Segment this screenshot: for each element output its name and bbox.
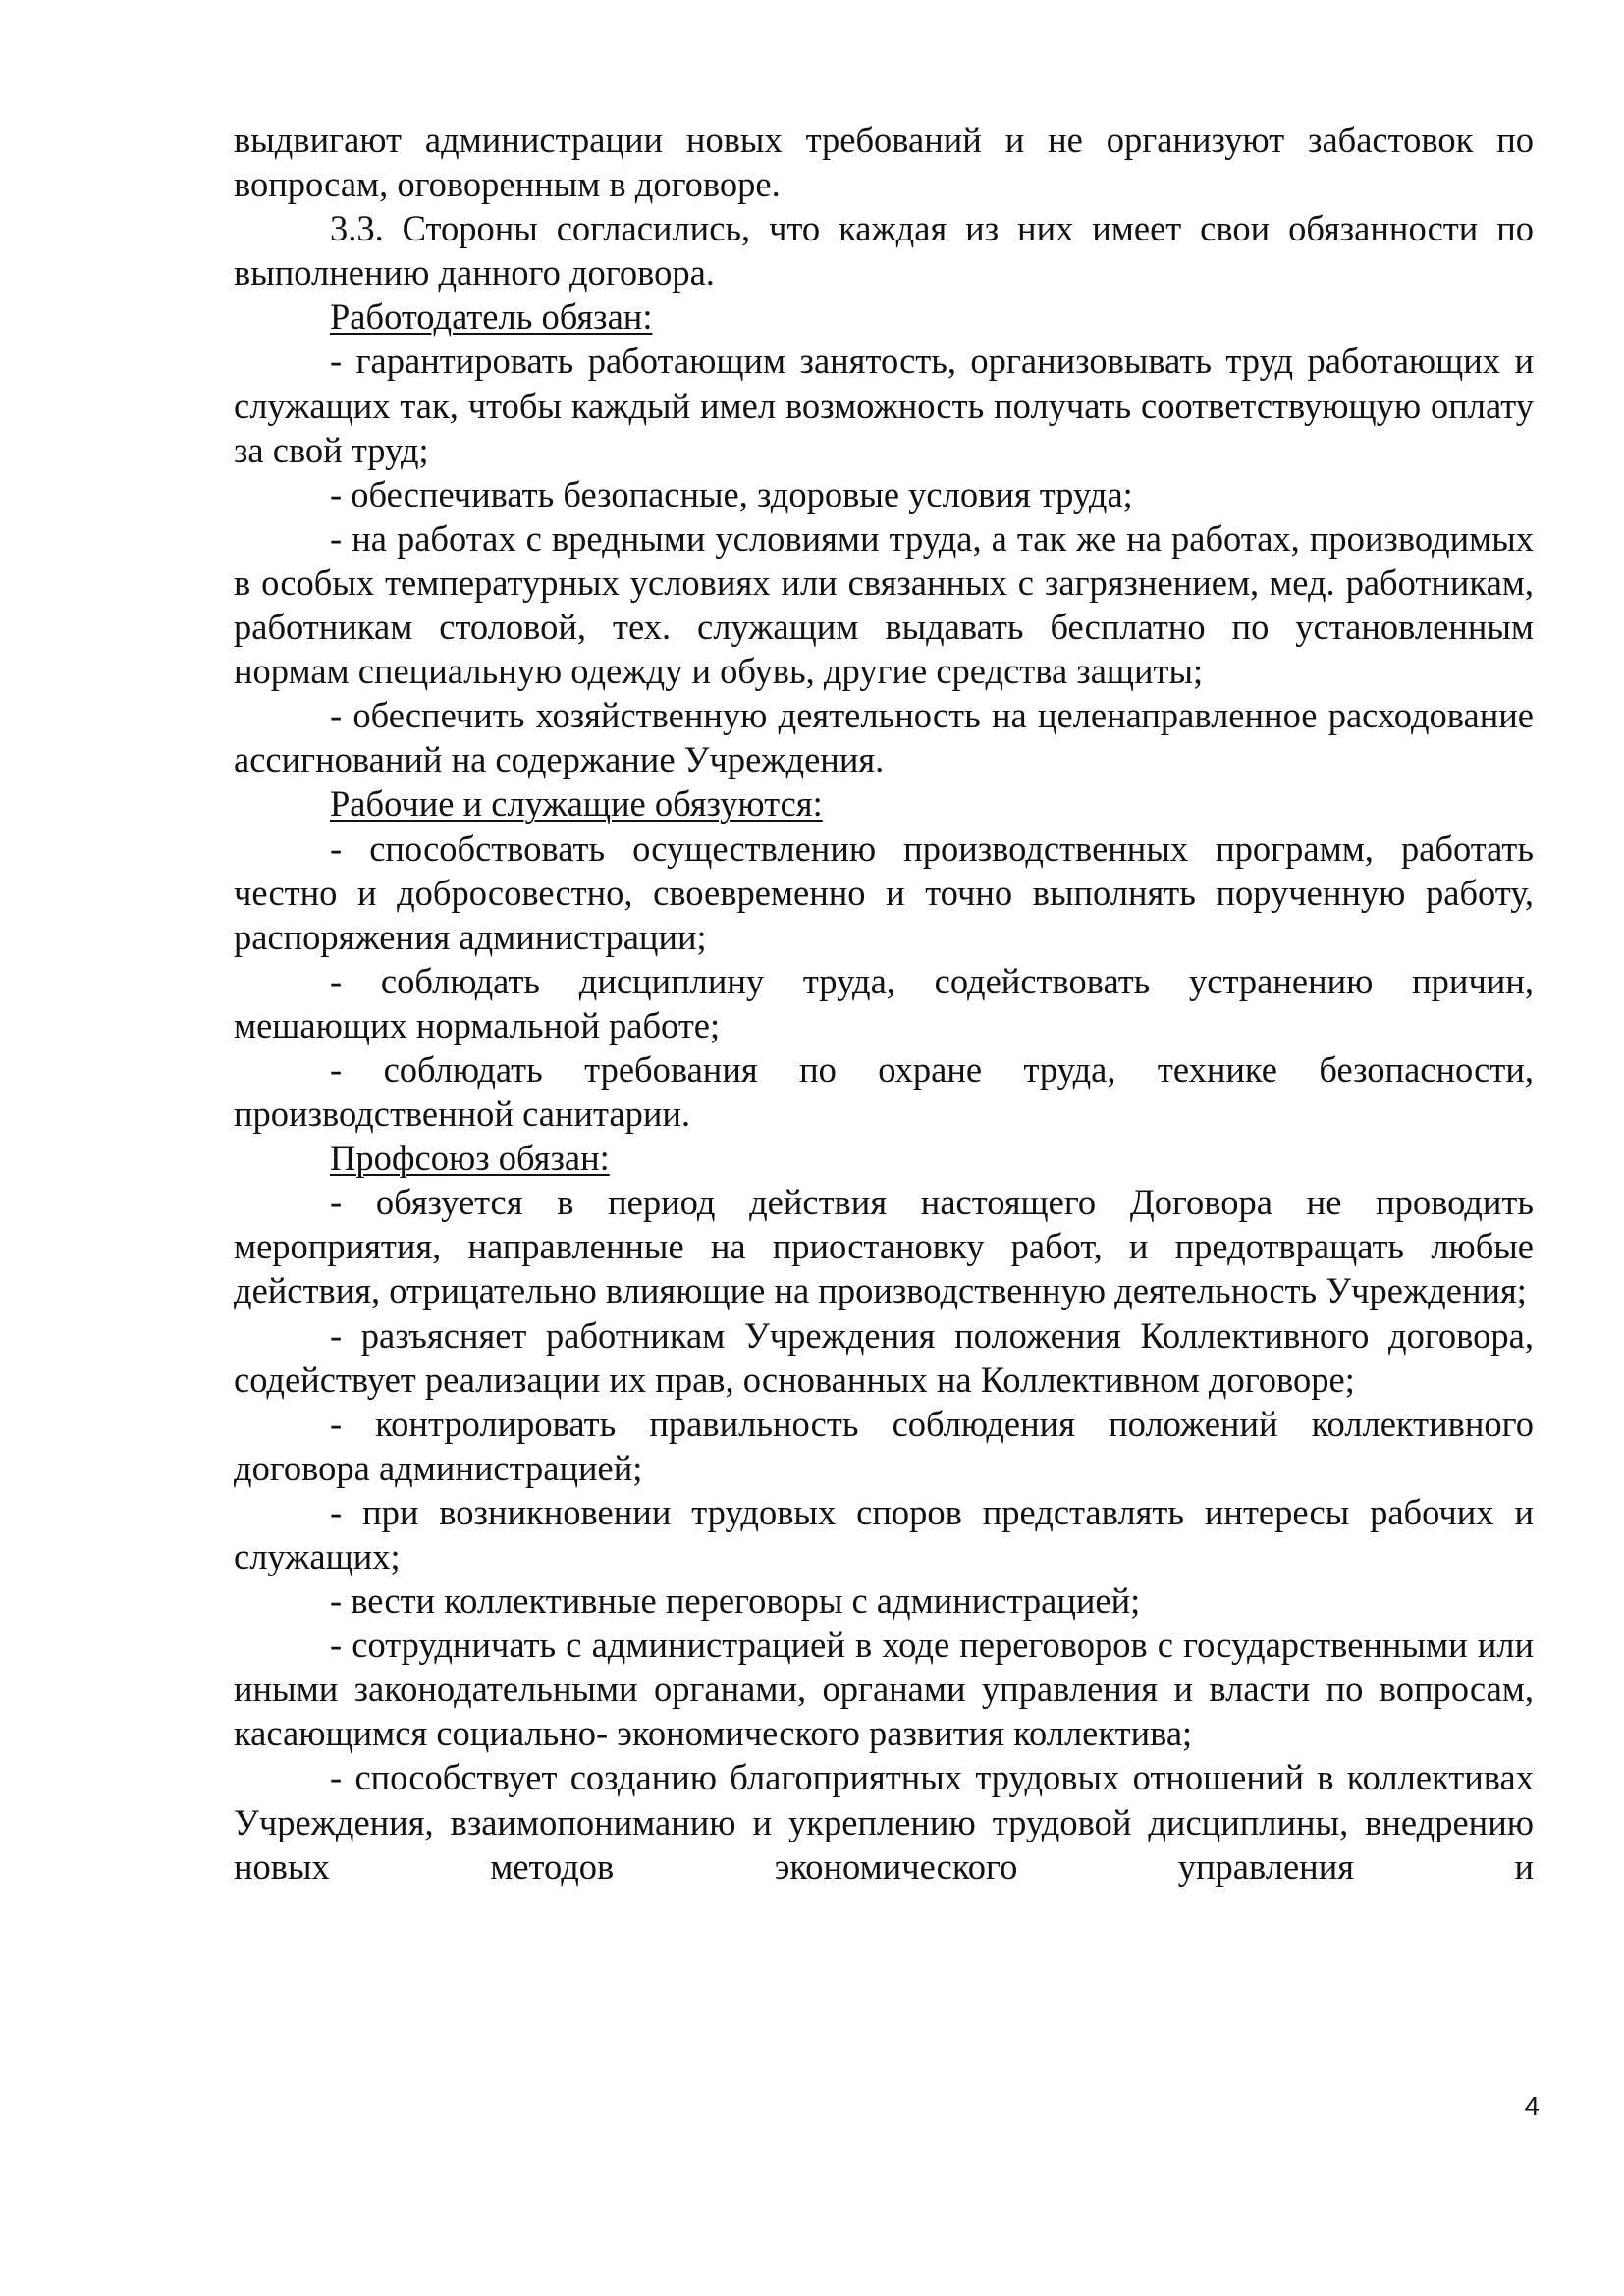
list-item: - соблюдать дисциплину труда, содействовать устранению причин, мешающих нормальной работе; bbox=[234, 960, 1534, 1045]
section-heading-employer-text: Работодатель обязан: bbox=[330, 296, 653, 338]
section-heading-union-text: Профсоюз обязан: bbox=[330, 1138, 610, 1179]
section-heading-workers bbox=[234, 781, 1534, 826]
paragraph-clause-3-3: 3.3. Стороны согласились, что каждая из них имеет свои обязанности по выполнению данного договора. bbox=[234, 208, 1534, 294]
section-heading-workers-text: Рабочие и служащие обязуются: bbox=[330, 783, 823, 825]
paragraph-continuation: выдвигают администрации новых требований и не организуют забастовок по вопросам, оговоренным в договоре. bbox=[234, 120, 1534, 205]
list-item: - при возникновении трудовых споров представлять интересы рабочих и служащих; bbox=[234, 1491, 1534, 1576]
list-item: - способствовать осуществлению производственных программ, работать честно и добросовестно, своевременно и точно выполнять порученную работу, распоряжения администрации; bbox=[234, 828, 1534, 957]
list-item: - сотрудничать с администрацией в ходе переговоров с государственными или иными законодательными органами, органами управления и власти по вопросам, касающимся социально- экономического развития коллектива; bbox=[234, 1625, 1534, 1754]
list-item: - разъясняет работникам Учреждения положения Коллективного договора, содействует реализации их прав, основанных на Коллективном договоре; bbox=[234, 1314, 1534, 1400]
page-number: 4 bbox=[1524, 2091, 1540, 2121]
list-item: - соблюдать требования по охране труда, технике безопасности, производственной санитарии. bbox=[234, 1048, 1534, 1135]
list-item: - гарантировать работающим занятость, организовывать труд работающих и служащих так, чтобы каждый имел возможность получать соответствующую оплату за свой труд; bbox=[234, 341, 1534, 470]
list-item: - обязуется в период действия настоящего Договора не проводить мероприятия, направленные на приостановку работ, и предотвращать любые действия, отрицательно влияющие на производственную деятельность Учреждения; bbox=[234, 1182, 1534, 1311]
list-item-continued: - способствует созданию благоприятных трудовых отношений в коллективах Учреждения, взаимопониманию и укреплению трудовой дисциплины, внедрению новых методов экономического управления и bbox=[234, 1757, 1534, 1887]
list-item: - обеспечивать безопасные, здоровые условия труда; bbox=[330, 473, 1133, 514]
document-body bbox=[234, 118, 1534, 1889]
list-item: - контролировать правильность соблюдения положений коллективного договора администрацией; bbox=[234, 1403, 1534, 1488]
section-heading-union bbox=[234, 1136, 1534, 1180]
list-item: - обеспечить хозяйственную деятельность на целенаправленное расходование ассигнований на содержание Учреждения. bbox=[234, 695, 1534, 780]
list-item: - на работах с вредными условиями труда, а так же на работах, производимых в особых температурных условиях или связанных с загрязнением, мед. работникам, работникам столовой, тех. служащим выдавать бесплатно по установленным нормам специальную одежду и обувь, другие средства защиты; bbox=[234, 517, 1534, 692]
list-item: - вести коллективные переговоры с администрацией; bbox=[330, 1580, 1141, 1622]
section-heading-employer bbox=[234, 294, 1534, 339]
